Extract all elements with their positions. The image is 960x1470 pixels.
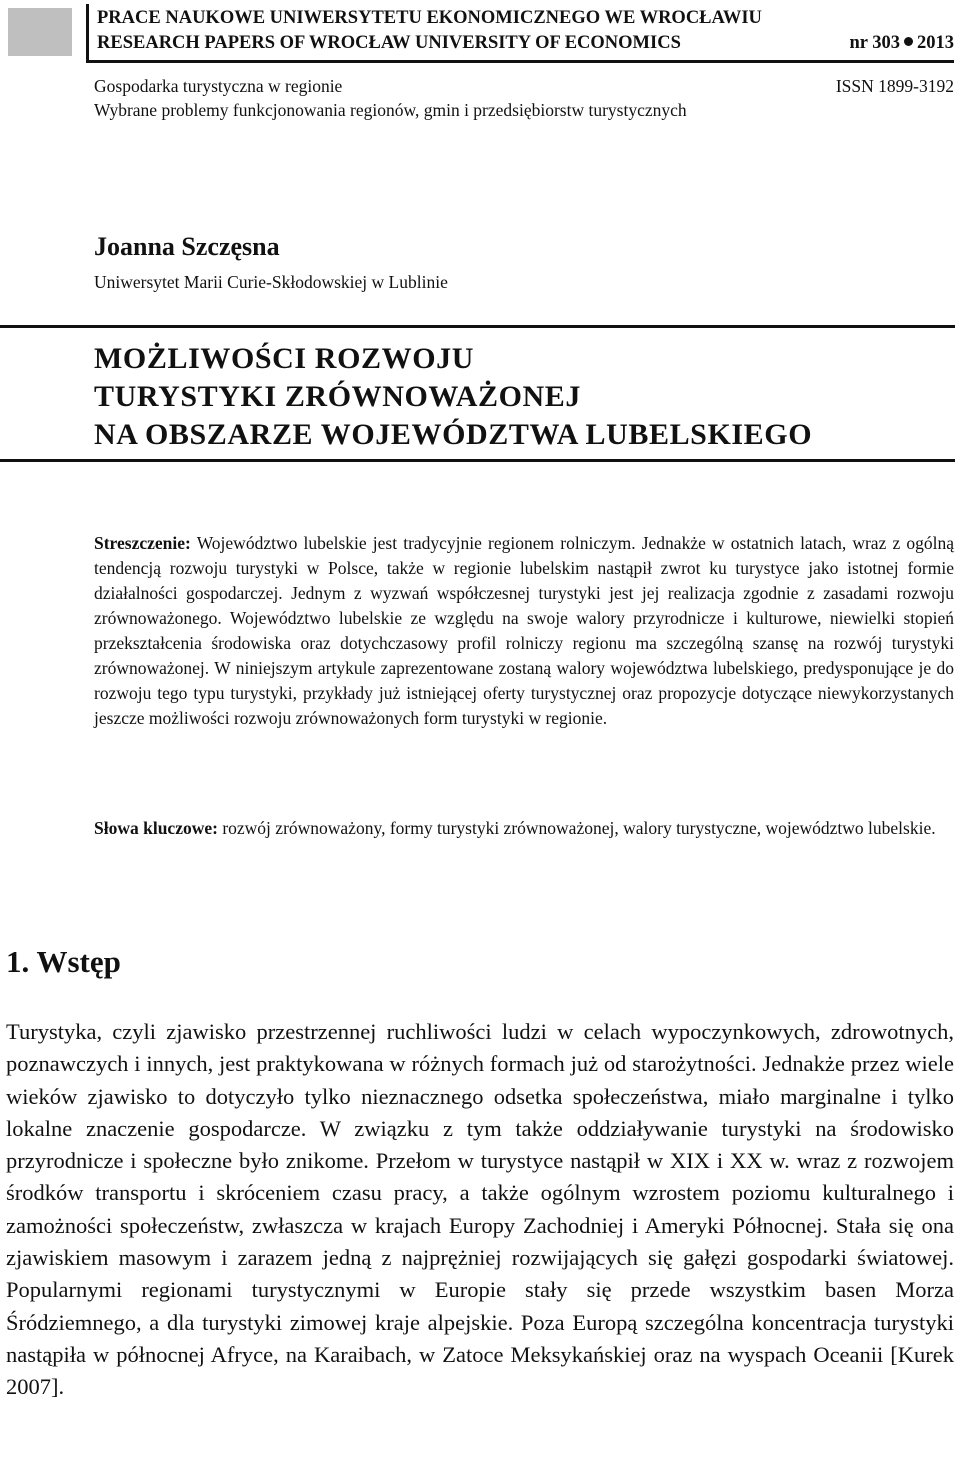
keywords-label: Słowa kluczowe: bbox=[94, 818, 218, 838]
keywords bbox=[94, 816, 954, 841]
keywords-text: rozwój zrównoważony, formy turystyki zrównoważonej, walory turystyczne, województwo lubelskie. bbox=[222, 818, 936, 838]
title-rule-bottom bbox=[0, 459, 955, 462]
abstract-text: Województwo lubelskie jest tradycyjnie regionem rolniczym. Jednakże w ostatnich latach, wraz z ogólną tendencją rozwoju turystyki w Polsce, także w regionie lubelskim nastąpił zwrot ku turystyce jako istotnej formie działalności gospodarczej. Jednym z wyzwań współczesnej turystyki jest jej realizacja zgodnie z zasadami rozwoju zrównoważonego. Województwo lubelskie ze względu na swoje walory przyrodnicze i kulturowe, niewielki stopień przekształcenia środowiska oraz dotychczasowy profil rolniczy regionu ma szczególną szansę na rozwój turystyki zrównoważonej. W niniejszym artykule zaprezentowane zostaną walory województwa lubelskiego, predysponujące je do rozwoju tego typu turystyki, przykłady już istniejącej oferty turystycznej oraz propozycje dotyczące niewykorzystanych jeszcze możliwości rozwoju zrównoważonych form turystyki w regionie. bbox=[94, 533, 955, 728]
issue-info bbox=[849, 31, 954, 56]
abstract-label: Streszczenie: bbox=[94, 533, 191, 553]
series-title: Gospodarka turystyczna w regionie bbox=[94, 76, 343, 96]
journal-header bbox=[86, 4, 954, 63]
journal-name-pl: PRACE NAUKOWE UNIWERSYTETU EKONOMICZNEGO WE WROCŁAWIU bbox=[97, 8, 762, 28]
issn: ISSN 1899-3192 bbox=[835, 76, 954, 96]
intro-paragraph: Turystyka, czyli zjawisko przestrzennej ruchliwości ludzi w celach wypoczynkowych, zdrowotnych, poznawczych i innych, jest praktykowana w różnych formach już od starożytności. Jednakże przez wiele wieków zjawisko to dotyczyło tylko nieznacznego odsetka społeczeństwa, miało marginalne i tylko lokalne znaczenie gospodarcze. W związku z tym także oddziaływanie turystyki na środowisko przyrodnicze i społeczne było znikome. Przełom w turystyce nastąpił w XIX i XX w. wraz z rozwojem środków transportu i skróceniem czasu pracy, a także ogólnym wzrostem poziomu kulturalnego i zamożności społeczeństw, zwłaszcza w krajach Europy Zachodniej i Ameryki Północnej. Stała się ona zjawiskiem masowym i zarazem jedną z najprężniej rozwijających się gałęzi gospodarki światowej. Popularnymi regionami turystycznymi w Europie stały się przede wszystkim basen Morza Śródziemnego, a dla turystyki zimowej kraje alpejskie. Poza Europą szczególna koncentracja turystyki nastąpiła w północnej Afryce, na Karaibach, w Zatoce Meksykańskiej oraz na wyspach Oceanii [Kurek 2007]. bbox=[6, 1019, 954, 1400]
journal-name-en-row bbox=[97, 31, 954, 56]
series-info bbox=[94, 74, 954, 122]
bullet-icon bbox=[904, 37, 913, 46]
abstract bbox=[94, 531, 954, 731]
title-line: MOŻLIWOŚCI ROZWOJU bbox=[94, 342, 475, 375]
series-row bbox=[94, 74, 954, 98]
series-subtitle: Wybrane problemy funkcjonowania regionów, gmin i przedsiębiorstw turystycznych bbox=[94, 100, 687, 120]
issue-number: nr 303 bbox=[849, 33, 900, 53]
author-name: Joanna Szczęsna bbox=[94, 232, 280, 261]
author-affiliation: Uniwersytet Marii Curie-Skłodowskiej w Lublinie bbox=[94, 272, 448, 292]
journal-name-en: RESEARCH PAPERS OF WROCŁAW UNIVERSITY OF ECONOMICS bbox=[97, 33, 681, 53]
title-rule-top bbox=[0, 325, 955, 328]
issue-year: 2013 bbox=[917, 33, 954, 53]
journal-logo-block bbox=[8, 8, 72, 56]
title-line: NA OBSZARZE WOJEWÓDZTWA LUBELSKIEGO bbox=[94, 418, 813, 451]
title-line: TURYSTYKI ZRÓWNOWAŻONEJ bbox=[94, 380, 581, 413]
section-heading: 1. Wstęp bbox=[6, 944, 121, 979]
article-title bbox=[94, 340, 812, 454]
